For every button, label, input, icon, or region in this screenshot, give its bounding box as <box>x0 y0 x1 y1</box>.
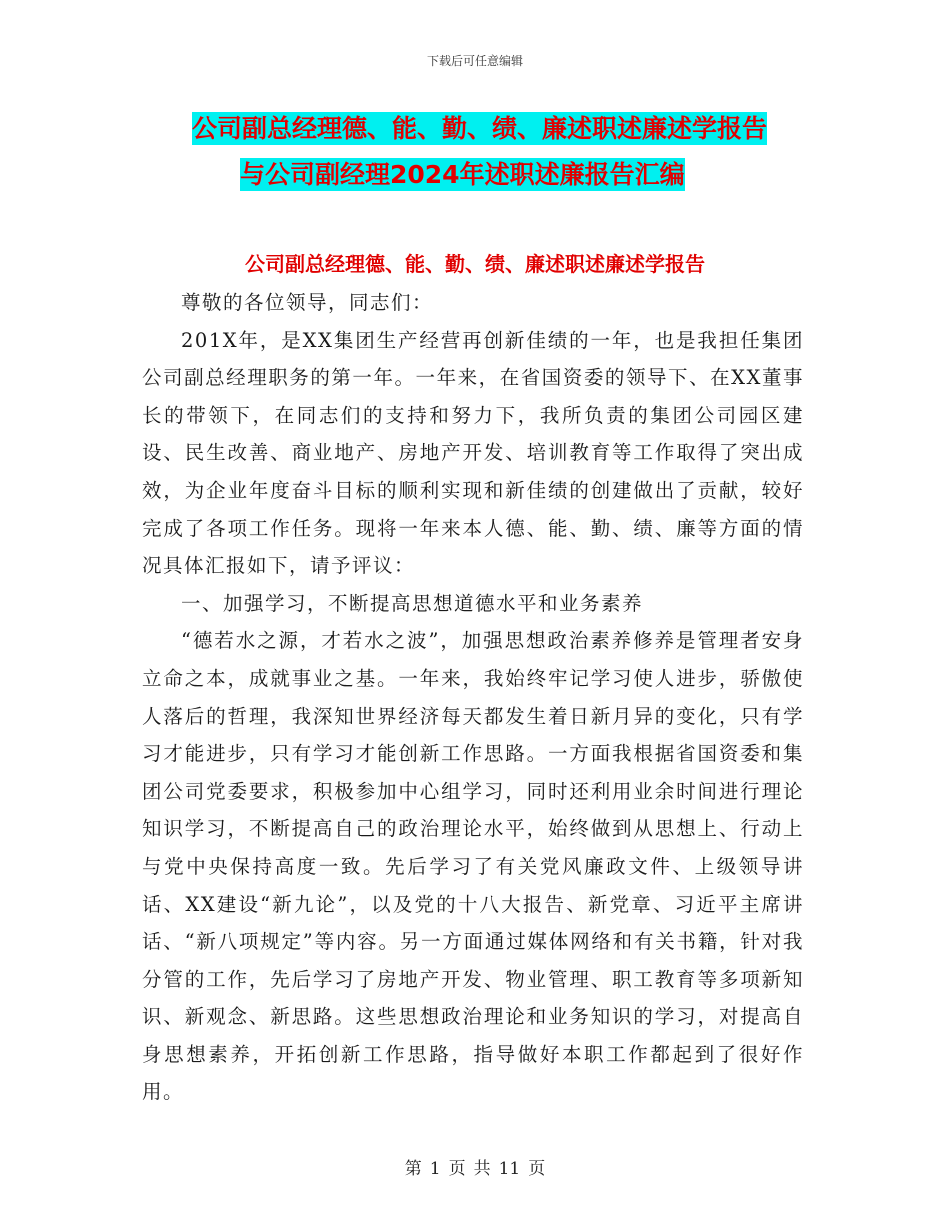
heading-section-1: 一、加强学习，不断提高思想道德水平和业务素养 <box>181 591 644 615</box>
paragraph-intro: 201X年，是XX集团生产经营再创新佳绩的一年，也是我担任集团公司副总经理职务的第一年。一年来，在省国资委的领导下、在XX董事长的带领下，在同志们的支持和努力下，我所负责的集团公司园区建设、民生改善、商业地产、房地产开发、培训教育等工作取得了突出成效，为企业年度奋斗目标的顺利实现和新佳绩的创建做出了贡献，较好完成了各项工作任务。现将一年来本人德、能、勤、绩、廉等方面的情况具体汇报如下，请予评议： <box>142 328 804 578</box>
paragraph-study: “德若水之源，才若水之波”，加强思想政治素养修养是管理者安身立命之本，成就事业之基。一年来，我始终牢记学习使人进步，骄傲使人落后的哲理，我深知世界经济每天都发生着日新月异的变化，只有学习才能进步，只有学习才能创新工作思路。一方面我根据省国资委和集团公司党委要求，积极参加中心组学习，同时还利用业余时间进行理论知识学习，不断提高自己的政治理论水平，始终做到从思想上、行动上与党中央保持高度一致。先后学习了有关党风廉政文件、上级领导讲话、XX建设“新九论”，以及党的十八大报告、新党章、习近平主席讲话、“新八项规定”等内容。另一方面通过媒体网络和有关书籍，针对我分管的工作，先后学习了房地产开发、物业管理、职工教育等多项新知识、新观念、新思路。这些思想政治理论和业务知识的学习，对提高自身思想素养，开拓创新工作思路，指导做好本职工作都起到了很好作用。 <box>142 629 804 1104</box>
title-line-1: 公司副总经理德、能、勤、绩、廉述职述廉述学报告 <box>192 114 768 143</box>
section-title: 公司副总经理德、能、勤、绩、廉述职述廉述学报告 <box>245 252 705 276</box>
page-footer: 第 1 页 共 11 页 <box>404 1159 546 1179</box>
document-body <box>142 284 804 1111</box>
document-title <box>0 106 950 198</box>
page-number: 1 <box>429 1159 441 1179</box>
header-note: 下载后可任意编辑 <box>426 54 523 68</box>
title-line-2: 与公司副经理2024年述职述廉报告汇编 <box>240 160 685 189</box>
total-pages: 11 <box>498 1159 521 1179</box>
salutation: 尊敬的各位领导，同志们： <box>181 291 434 314</box>
